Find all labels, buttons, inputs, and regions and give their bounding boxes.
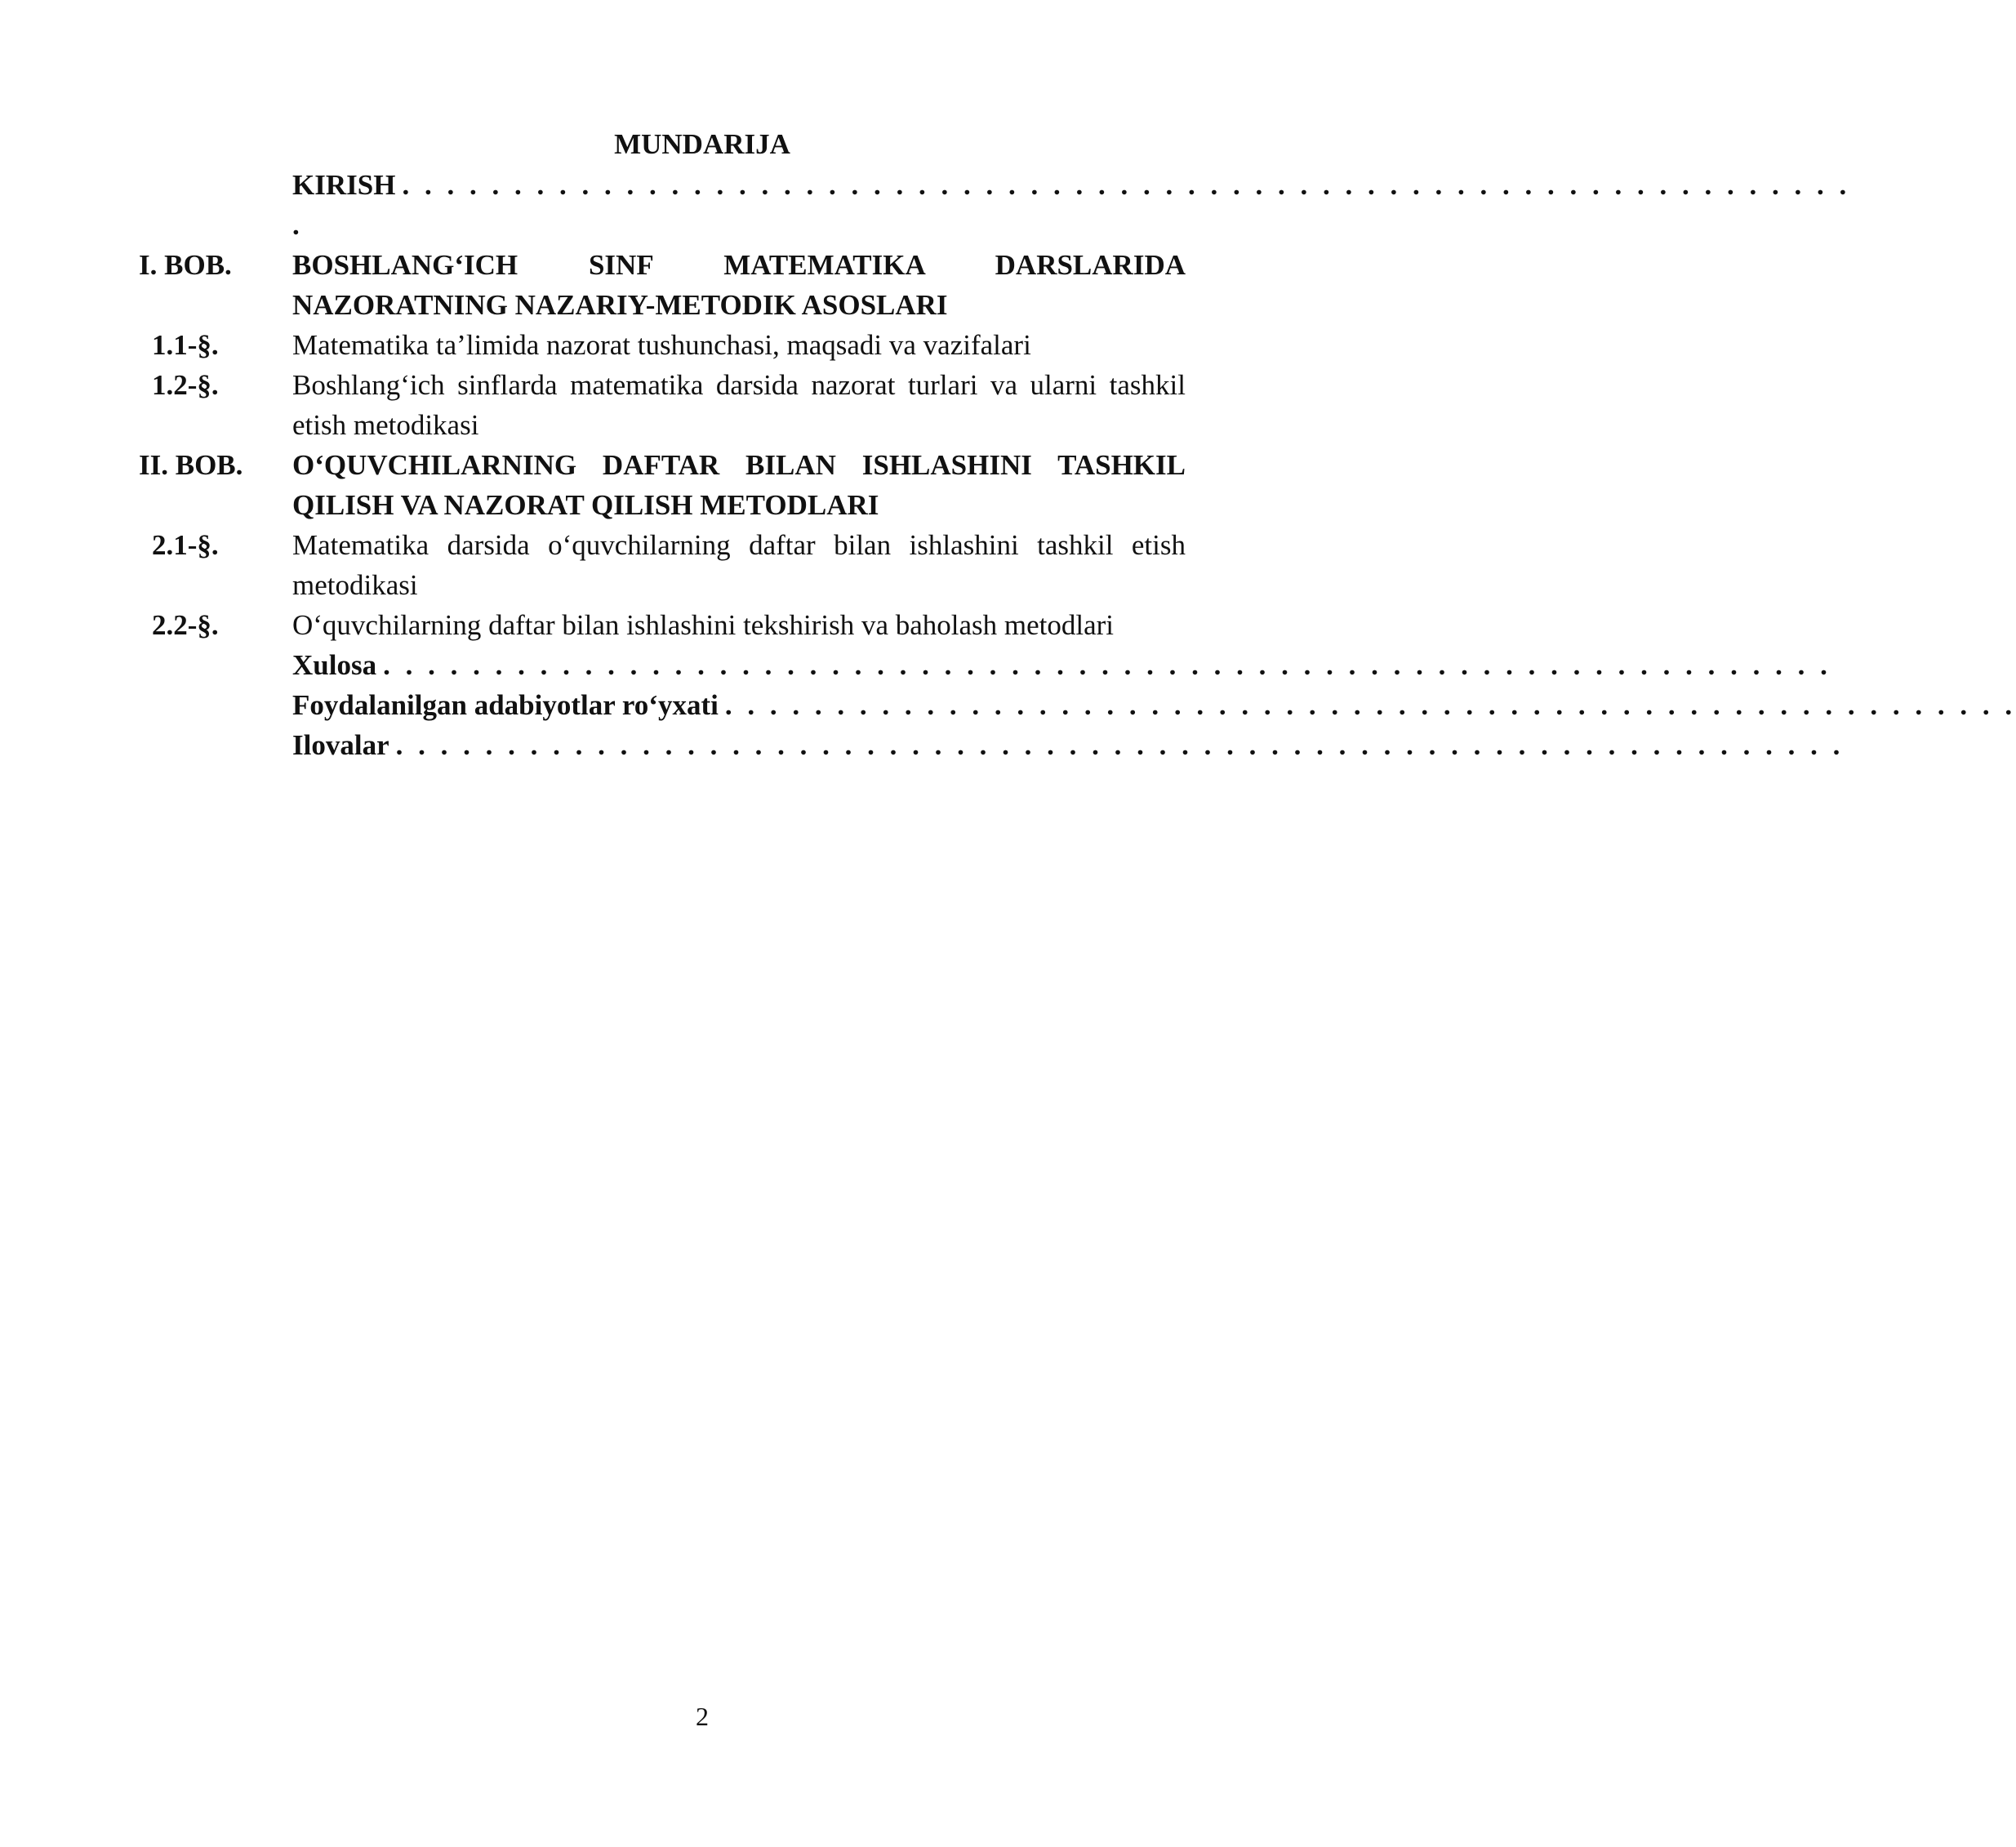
toc-entry-number: 2.2-§. bbox=[152, 609, 219, 641]
toc-entry-label: KIRISH bbox=[292, 169, 396, 201]
toc-entry-label: Foydalanilgan adabiyotlar ro‘yxati bbox=[292, 689, 719, 721]
toc-entry-label: Xulosa bbox=[292, 649, 377, 681]
toc-entry-appendix[interactable] bbox=[139, 725, 1845, 765]
toc-entry-text: Boshlang‘ich sinflarda matematika darsida nazorat turlari va ularni tashkil etish metodikasi bbox=[292, 369, 1186, 441]
toc-entry-text: Matematika darsida o‘quvchilarning daftar bilan ishlashini tashkil etish metodikasi bbox=[292, 529, 1186, 601]
toc-entry-text: BOSHLANG‘ICH SINF MATEMATIKA DARSLARIDA NAZORATNING NAZARIY-METODIK ASOSLARI bbox=[292, 249, 1186, 321]
toc-leader bbox=[292, 165, 1850, 205]
toc-entry-text bbox=[292, 685, 2016, 725]
toc-entry-conclusion[interactable] bbox=[139, 645, 1831, 685]
toc-entry-chapter-2[interactable] bbox=[139, 445, 1186, 525]
toc-heading: MUNDARIJA bbox=[614, 128, 790, 160]
toc-entry-number: II. BOB. bbox=[139, 449, 243, 481]
toc-entry-chapter-1[interactable] bbox=[139, 245, 1186, 325]
toc-entry-text bbox=[292, 725, 1844, 765]
dot-leader: . . . . . . . . . . . . . . . . . . . . . . . . . . . . . . . . . . . . . . . . . . . . . . . . . . . . . . . . . . . . . . . . . bbox=[383, 649, 1831, 681]
toc-leader bbox=[292, 685, 2016, 725]
toc-entry-text: O‘QUVCHILARNING DAFTAR BILAN ISHLASHINI TASHKIL QILISH VA NAZORAT QILISH METODLARI bbox=[292, 449, 1186, 521]
page-number: 2 bbox=[696, 1702, 709, 1731]
toc-entry-text bbox=[292, 165, 1850, 245]
toc-entry-label: Ilovalar bbox=[292, 729, 389, 761]
dot-leader-continuation: . bbox=[292, 209, 300, 241]
dot-leader: . . . . . . . . . . . . . . . . . . . . . . . . . . . . . . . . . . . . . . . . . . . . . . . . . . . . . . . . . . . . . . . . . bbox=[395, 729, 1845, 761]
toc-entry-section-1-1[interactable] bbox=[139, 325, 1186, 365]
toc-entry-number: 1.1-§. bbox=[152, 329, 219, 361]
toc-entry-number: 2.1-§. bbox=[152, 529, 219, 561]
toc-entry-text bbox=[292, 645, 1831, 685]
toc-entry-references[interactable] bbox=[139, 685, 2016, 725]
toc-leader bbox=[292, 725, 1844, 765]
dot-leader: . . . . . . . . . . . . . . . . . . . . . . . . . . . . . . . . . . . . . . . . . . . . . . . . . . . . . . . . . . . . . . . . . bbox=[402, 169, 1851, 201]
toc-entry-section-2-2[interactable] bbox=[139, 605, 1186, 645]
toc-entry-section-1-2[interactable] bbox=[139, 365, 1186, 445]
table-of-contents bbox=[139, 165, 2016, 765]
toc-entry-intro[interactable] bbox=[139, 165, 1851, 245]
toc-entry-number: I. BOB. bbox=[139, 249, 232, 281]
toc-entry-text: Matematika ta’limida nazorat tushunchasi, maqsadi va vazifalari bbox=[292, 329, 1031, 361]
toc-entry-number: 1.2-§. bbox=[152, 369, 219, 401]
toc-leader bbox=[292, 645, 1831, 685]
dot-leader: . . . . . . . . . . . . . . . . . . . . . . . . . . . . . . . . . . . . . . . . . . . . . . . . . . . . . . . . . . bbox=[724, 689, 2016, 721]
toc-entry-text: O‘quvchilarning daftar bilan ishlashini tekshirish va baholash metodlari bbox=[292, 609, 1115, 641]
toc-entry-section-2-1[interactable] bbox=[139, 525, 1186, 605]
